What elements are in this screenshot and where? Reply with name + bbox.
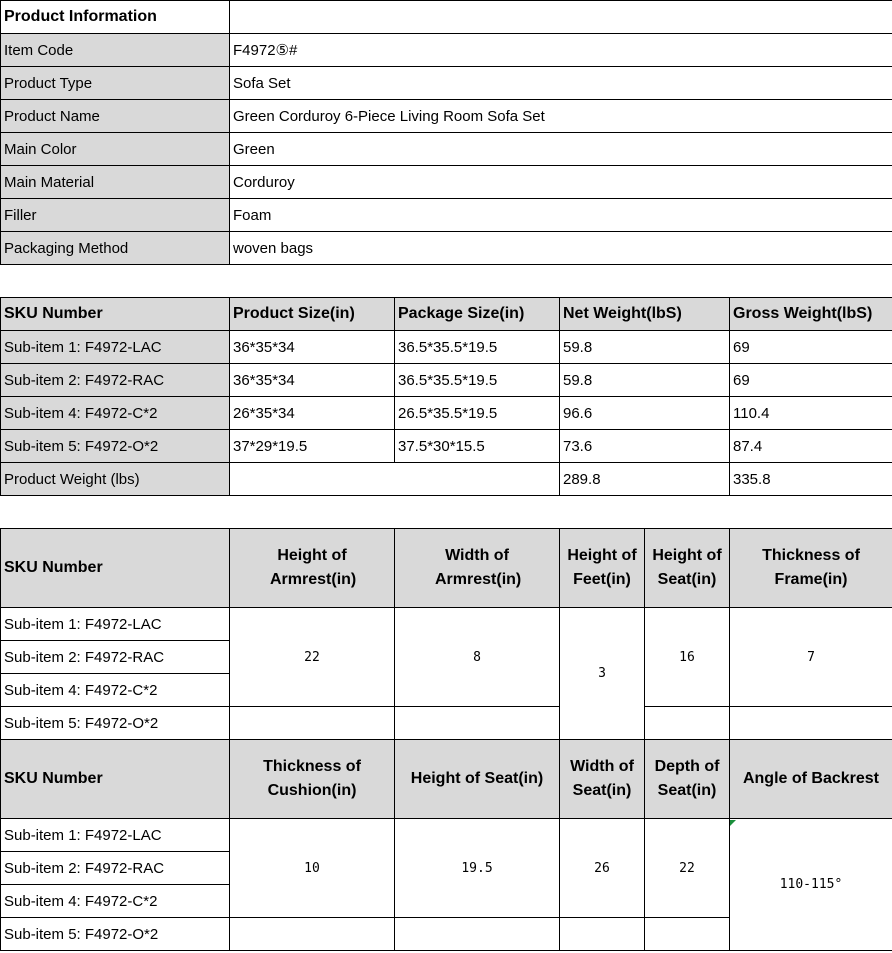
column-header: Package Size(in) [395, 298, 560, 331]
empty-cell [230, 707, 395, 740]
empty-cell [230, 918, 395, 951]
sku-cell: Sub-item 1: F4972-LAC [1, 608, 230, 641]
table-row [1, 133, 892, 166]
table-header-row [1, 529, 892, 608]
column-header: Height of Feet(in) [560, 529, 645, 608]
seat-height-value: 16 [645, 608, 730, 707]
empty-cell [645, 707, 730, 740]
empty-cell [730, 707, 892, 740]
feet-height-value: 3 [560, 608, 645, 740]
product-size-cell: 36*35*34 [230, 331, 395, 364]
row-value: Sofa Set [230, 67, 892, 100]
sku-cell: Sub-item 4: F4972-C*2 [1, 885, 230, 918]
gross-weight-cell: 87.4 [730, 430, 892, 463]
column-header: SKU Number [1, 529, 230, 608]
table-row [1, 232, 892, 265]
column-header: Width of Seat(in) [560, 740, 645, 819]
sku-cell: Sub-item 4: F4972-C*2 [1, 397, 230, 430]
row-label: Main Color [1, 133, 230, 166]
sku-cell: Sub-item 1: F4972-LAC [1, 331, 230, 364]
row-value: Foam [230, 199, 892, 232]
column-header: Height of Seat(in) [645, 529, 730, 608]
table-row [1, 364, 892, 397]
row-value: woven bags [230, 232, 892, 265]
empty-cell [560, 918, 645, 951]
sku-cell: Sub-item 4: F4972-C*2 [1, 674, 230, 707]
table-row [1, 166, 892, 199]
row-value: Green [230, 133, 892, 166]
total-net-weight: 289.8 [560, 463, 730, 496]
sku-cell: Sub-item 1: F4972-LAC [1, 819, 230, 852]
empty-cell [395, 707, 560, 740]
net-weight-cell: 59.8 [560, 364, 730, 397]
row-value: Corduroy [230, 166, 892, 199]
gross-weight-cell: 69 [730, 364, 892, 397]
product-info-title: Product Information [1, 1, 230, 34]
row-label: Product Type [1, 67, 230, 100]
gross-weight-cell: 110.4 [730, 397, 892, 430]
total-gross-weight: 335.8 [730, 463, 892, 496]
sku-cell: Sub-item 2: F4972-RAC [1, 641, 230, 674]
column-header: Depth of Seat(in) [645, 740, 730, 819]
seat-height-value: 19.5 [395, 819, 560, 918]
sku-cell: Sub-item 5: F4972-O*2 [1, 918, 230, 951]
row-value: Green Corduroy 6-Piece Living Room Sofa Set [230, 100, 892, 133]
armrest-height-value: 22 [230, 608, 395, 707]
package-size-cell: 26.5*35.5*19.5 [395, 397, 560, 430]
table-row [1, 707, 892, 740]
empty-cell [395, 918, 560, 951]
net-weight-cell: 96.6 [560, 397, 730, 430]
column-header: Thickness of Frame(in) [730, 529, 892, 608]
column-header: SKU Number [1, 740, 230, 819]
column-header: Height of Armrest(in) [230, 529, 395, 608]
table-row-total [1, 463, 892, 496]
empty-cell [230, 463, 560, 496]
row-label: Packaging Method [1, 232, 230, 265]
table-row [1, 199, 892, 232]
table-row [1, 608, 892, 641]
empty-cell [230, 1, 892, 34]
sku-cell: Sub-item 2: F4972-RAC [1, 364, 230, 397]
seat-depth-value: 22 [645, 819, 730, 918]
column-header: Product Size(in) [230, 298, 395, 331]
row-value: F4972⑤# [230, 34, 892, 67]
row-label: Product Name [1, 100, 230, 133]
table-header-row [1, 298, 892, 331]
column-header: Angle of Backrest [730, 740, 892, 819]
net-weight-cell: 59.8 [560, 331, 730, 364]
sku-cell: Sub-item 5: F4972-O*2 [1, 430, 230, 463]
column-header: Thickness of Cushion(in) [230, 740, 395, 819]
table-row [1, 819, 892, 852]
empty-cell [645, 918, 730, 951]
package-size-cell: 36.5*35.5*19.5 [395, 331, 560, 364]
table-row [1, 331, 892, 364]
table-row [1, 100, 892, 133]
total-label: Product Weight (lbs) [1, 463, 230, 496]
sku-cell: Sub-item 2: F4972-RAC [1, 852, 230, 885]
column-header: SKU Number [1, 298, 230, 331]
seat-width-value: 26 [560, 819, 645, 918]
row-label: Main Material [1, 166, 230, 199]
frame-thickness-value: 7 [730, 608, 892, 707]
row-label: Filler [1, 199, 230, 232]
column-header: Height of Seat(in) [395, 740, 560, 819]
table-header-row [1, 740, 892, 819]
sku-cell: Sub-item 5: F4972-O*2 [1, 707, 230, 740]
column-header: Gross Weight(lbS) [730, 298, 892, 331]
table-row [1, 34, 892, 67]
cell-comment-indicator-icon [730, 820, 736, 826]
package-size-cell: 36.5*35.5*19.5 [395, 364, 560, 397]
cushion-thickness-value: 10 [230, 819, 395, 918]
table-row [1, 430, 892, 463]
product-size-cell: 26*35*34 [230, 397, 395, 430]
package-size-cell: 37.5*30*15.5 [395, 430, 560, 463]
table-row [1, 397, 892, 430]
armrest-width-value: 8 [395, 608, 560, 707]
product-info-table [0, 0, 892, 265]
table-row [1, 67, 892, 100]
product-size-cell: 37*29*19.5 [230, 430, 395, 463]
column-header: Net Weight(lbS) [560, 298, 730, 331]
column-header: Width of Armrest(in) [395, 529, 560, 608]
row-label: Item Code [1, 34, 230, 67]
gross-weight-cell: 69 [730, 331, 892, 364]
dimensions-table [0, 528, 892, 951]
backrest-angle-value: 110-115° [730, 819, 892, 951]
net-weight-cell: 73.6 [560, 430, 730, 463]
product-size-cell: 36*35*34 [230, 364, 395, 397]
weights-table [0, 297, 892, 496]
